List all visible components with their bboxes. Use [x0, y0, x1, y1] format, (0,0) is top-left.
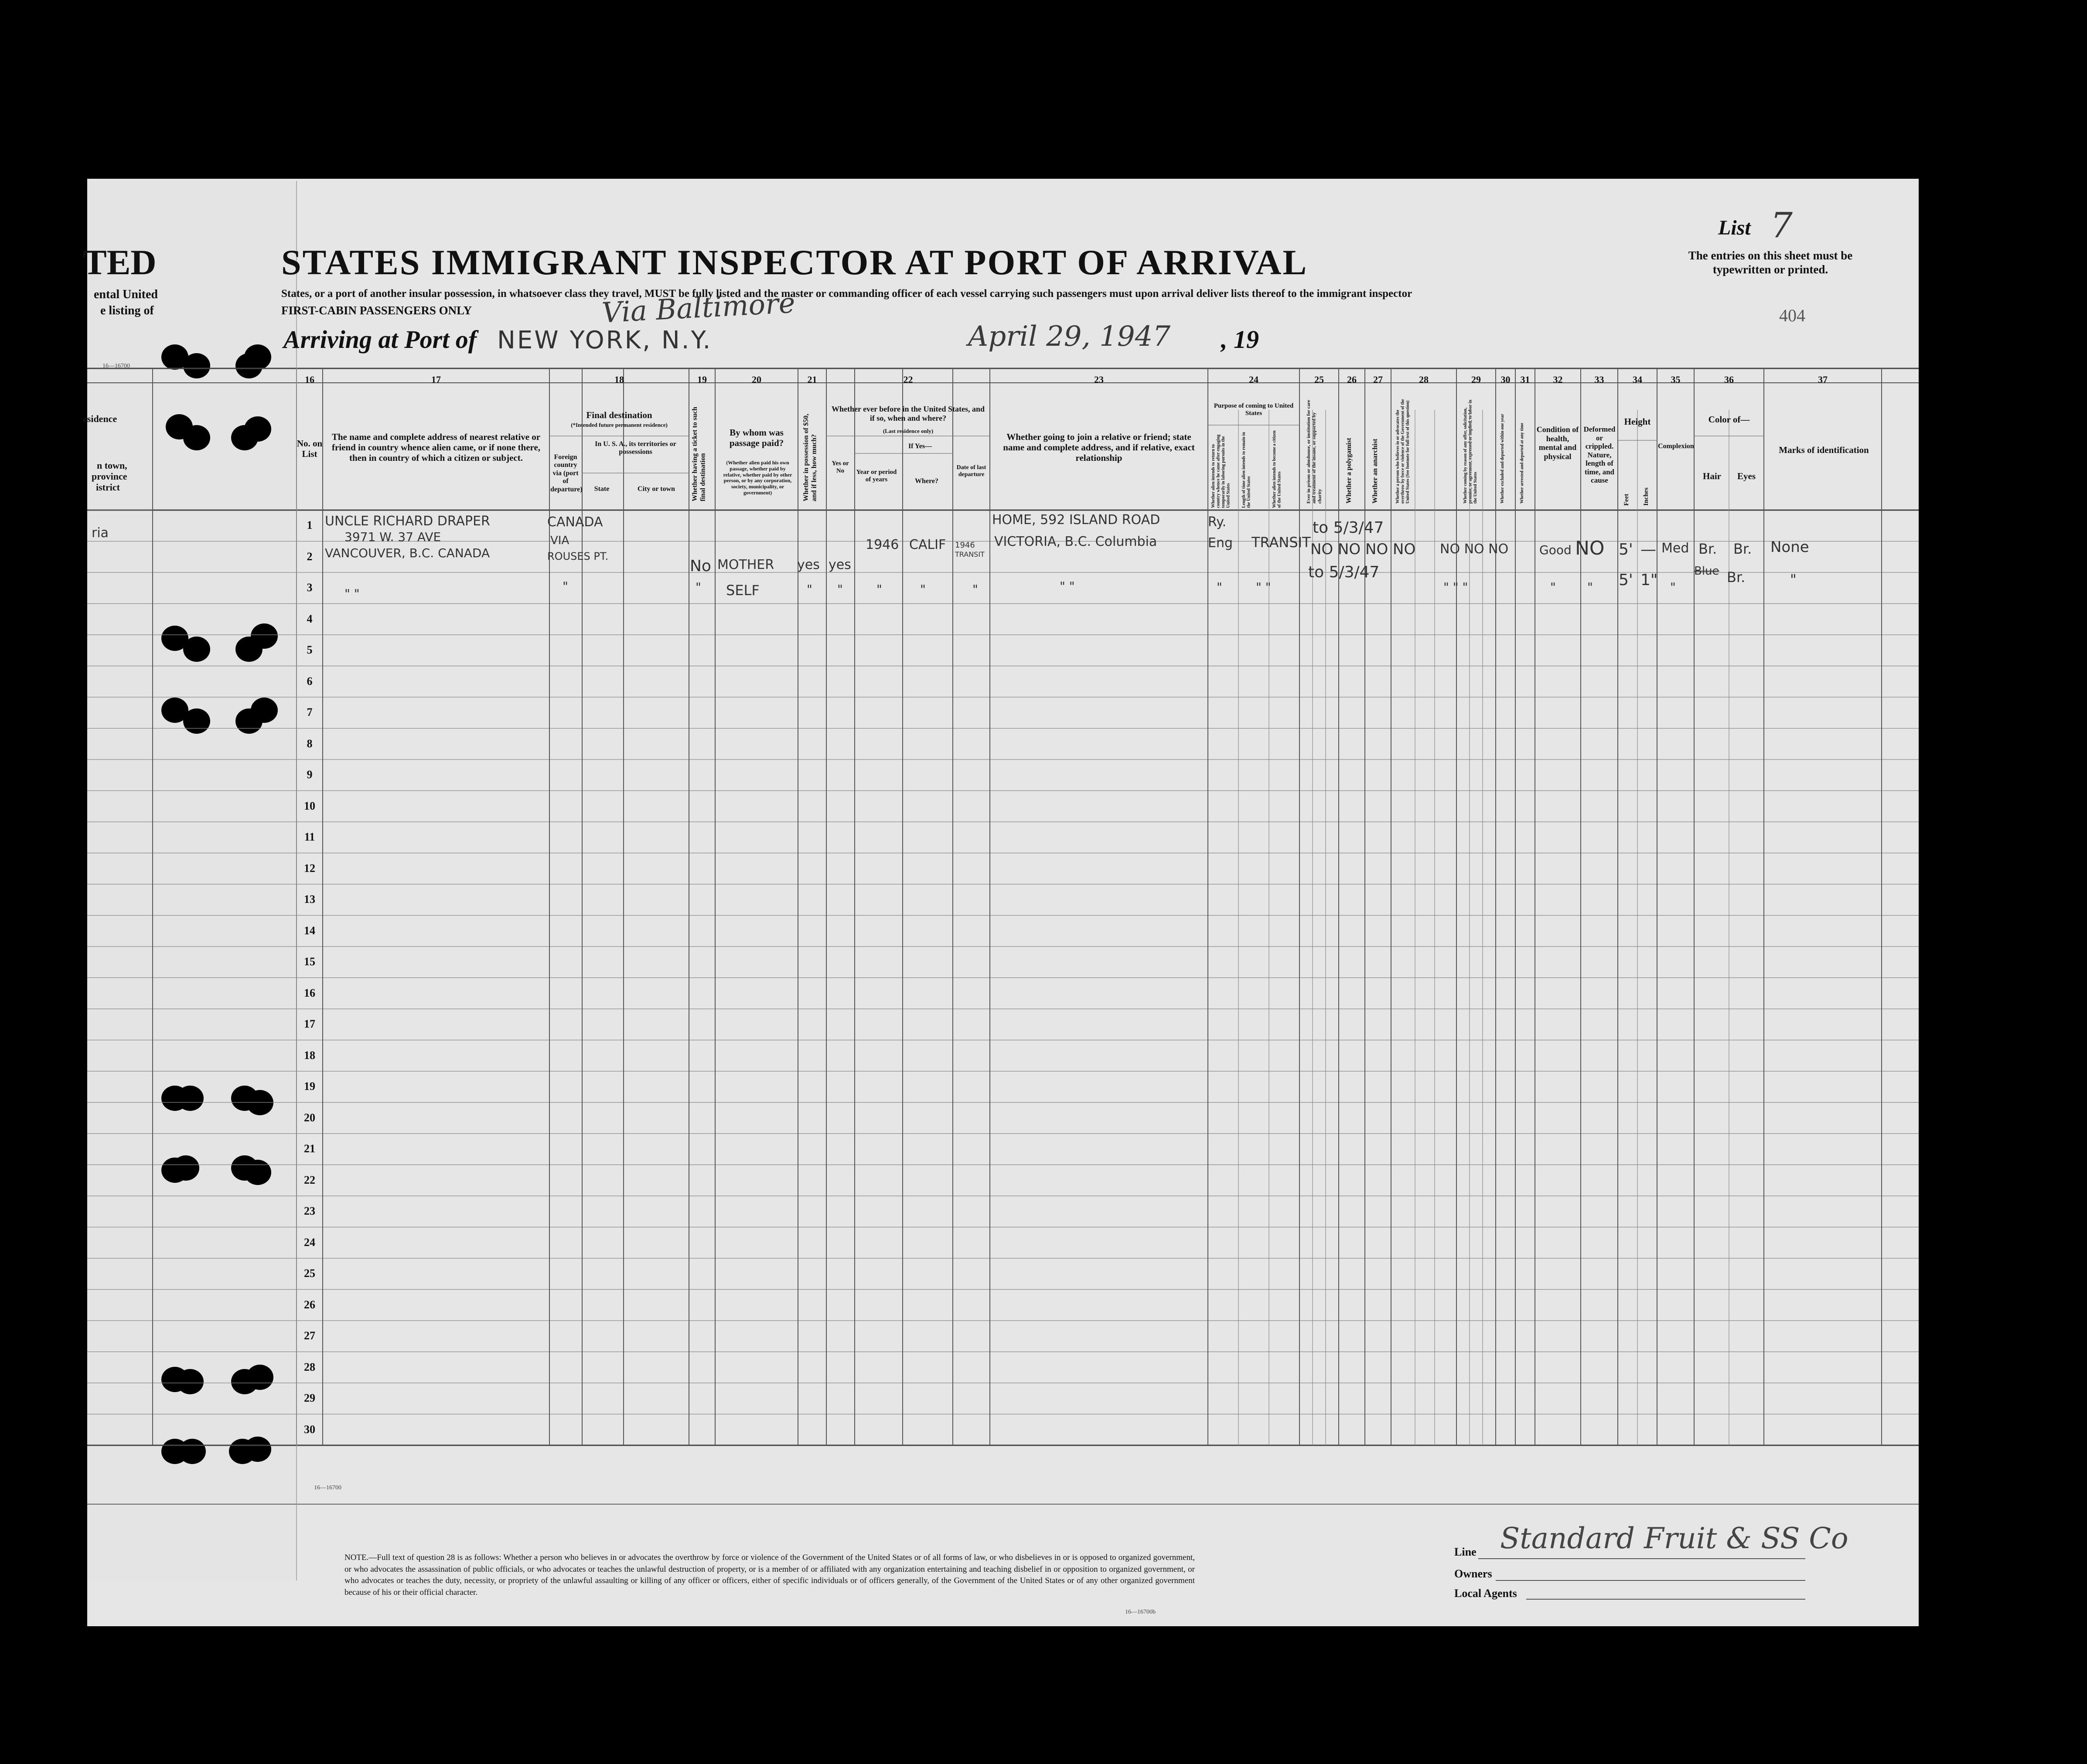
colnum-24: 24: [1249, 374, 1258, 385]
colnum-35: 35: [1671, 374, 1681, 385]
row-number: 26: [304, 1298, 315, 1311]
r1-date-line-2: TRANSIT: [955, 550, 985, 558]
r1-foreign-line-3: ROUSES PT.: [547, 550, 609, 562]
r2-eyes: Br.: [1727, 569, 1746, 586]
frag-header-1: esidence: [83, 413, 117, 424]
r2-yes-no: ": [837, 582, 843, 596]
header-passage-sub: (Whether alien paid his own passage, whether paid by relative, whether paid by other person, or by any corporation, society, municipality, or government): [723, 460, 792, 496]
r1-complexion: Med: [1661, 541, 1689, 556]
colnum-19: 19: [697, 374, 707, 385]
date-handwritten: April 29, 1947: [968, 320, 1171, 353]
footer-form-number: 16—16700: [314, 1485, 341, 1491]
left-fragment-line-2: e listing of: [100, 304, 154, 317]
frag-entry: ria: [92, 525, 109, 541]
header-city: City or town: [638, 485, 675, 493]
colnum-30: 30: [1500, 374, 1511, 385]
row-number: 4: [307, 612, 313, 625]
r2-to-date: to 5/3/47: [1308, 563, 1380, 581]
header-in-usa: In U. S. A., its territories or possessions: [595, 440, 676, 456]
colnum-34: 34: [1633, 374, 1642, 385]
r2-inches: 1": [1640, 571, 1658, 589]
row-number: 28: [304, 1360, 315, 1373]
footer-form-number-2: 16—16700b: [1125, 1609, 1156, 1615]
r2-marks: ": [1790, 571, 1797, 588]
footer-note: NOTE.—Full text of question 28 is as follows: Whether a person who believes in or advocates the overthrow by force or violence of the Government of the United States or of all forms of law, or who disbelieves in or is opposed to organized government, or who advocates the assassination of public officials, or who advocates or teaches the unlawful destruction of property, or is a member of or affiliated with any organization entertaining and teaching disbelief in or opposition to organized government, or who advocates or teaches the duty, necessity, or propriety of the unlawful assaulting or killing of any officer or officers, either of specific individuals or of officers generally, of the Government of the United States or of any other organized government because of his or their official character.: [344, 1553, 1195, 1597]
r1-yes-no: yes: [829, 557, 851, 572]
r1-return-line-2: Eng: [1208, 535, 1233, 551]
r2-return: ": [1217, 580, 1222, 594]
header-purpose-return: Whether alien intends to return to country whence he came after engaging temporarily in laboring pursuits in the United States: [1211, 434, 1231, 508]
year-suffix: , 19: [1221, 325, 1259, 354]
colnum-33: 33: [1594, 374, 1604, 385]
header-anarchist: Whether an anarchist: [1371, 439, 1379, 504]
r2-complexion: ": [1670, 580, 1676, 594]
r1-date-line-1: 1946: [955, 541, 975, 550]
arriving-label: Arriving at Port of: [283, 325, 477, 354]
line-label: Line: [1454, 1546, 1477, 1558]
row-number: 2: [307, 550, 313, 563]
colnum-29: 29: [1471, 374, 1481, 385]
r2-paid: SELF: [726, 582, 760, 599]
r1-answers-2: NO NO NO: [1440, 541, 1509, 557]
header-polygamist: Whether a polygamist: [1345, 438, 1353, 504]
colnum-21: 21: [807, 374, 817, 385]
header-arrested: Whether arrested and deported at any time: [1520, 422, 1524, 504]
colnum-31: 31: [1520, 374, 1530, 385]
r1-foreign-line-1: CANADA: [547, 514, 603, 530]
header-excluded: Whether excluded and deported within one year: [1500, 414, 1505, 504]
row-number: 8: [307, 737, 313, 750]
header-final-destination: Final destination: [586, 410, 652, 420]
r1-year: 1946: [866, 537, 899, 552]
row-number: 9: [307, 768, 313, 781]
colnum-28: 28: [1419, 374, 1429, 385]
row-number: 29: [304, 1392, 315, 1404]
r2-where: ": [920, 582, 926, 596]
header-prison: Ever in prison or almshouse, or institution for care and treatment of the insane, or supported by charity: [1306, 400, 1323, 504]
header-deformed: Deformed or crippled. Nature, length of time, and cause: [1583, 425, 1616, 485]
line-value: Standard Fruit & SS Co: [1500, 1522, 1848, 1555]
form-number: 16—16700: [102, 363, 130, 369]
r1-foreign-line-2: VIA: [550, 534, 569, 547]
header-labor: Whether coming by reason of any offer, solicitation, promise, or agreement, expressed or implied, to labor in the United States: [1463, 399, 1478, 504]
r2-join: " ": [1060, 579, 1075, 593]
header-passage: By whom was passage paid?: [729, 427, 784, 449]
r1-ticket: No: [690, 557, 711, 575]
r1-health: Good: [1539, 543, 1572, 557]
list-number: 7: [1770, 205, 1793, 245]
r1-return-line-1: Ry.: [1208, 514, 1227, 530]
colnum-36: 36: [1724, 374, 1734, 385]
header-state: State: [594, 485, 610, 493]
header-health: Condition of health, mental and physical: [1536, 425, 1579, 461]
list-note: The entries on this sheet must be typewritten or printed.: [1688, 249, 1853, 276]
header-overthrow: Whether a person who believes in or advocates the overthrow by force or violence of the Government of the United States (See footnote for full text of this question): [1395, 399, 1410, 504]
r1-deformed: NO: [1575, 537, 1605, 559]
row-number: 11: [304, 831, 315, 843]
owners-label: Owners: [1454, 1567, 1492, 1580]
colnum-25: 25: [1314, 374, 1324, 385]
row-number: 12: [304, 862, 315, 875]
header-color-of: Color of—: [1708, 414, 1750, 425]
row-number: 6: [307, 674, 313, 688]
row-number: 23: [304, 1205, 315, 1217]
header-hair: Hair: [1703, 471, 1721, 481]
header-if-yes: If Yes—: [908, 443, 932, 450]
row-number: 13: [304, 893, 315, 906]
header-before-sub: (Last residence only): [883, 428, 934, 434]
header-purpose-length: Length of time alien intends to remain in the United States: [1241, 432, 1252, 508]
row-number: 10: [304, 799, 315, 812]
frag-header-3: province: [92, 471, 127, 482]
r1-feet: 5': [1619, 541, 1633, 558]
left-fragment-line-1: ental United: [94, 288, 158, 301]
colnum-16: 16: [305, 374, 314, 385]
header-where: Where?: [915, 477, 938, 485]
header-height: Height: [1624, 416, 1651, 427]
r1-to-date: to 5/3/47: [1313, 519, 1384, 537]
r1-relative-line-2: 3971 W. 37 AVE: [344, 530, 441, 544]
r2-date: ": [972, 582, 978, 596]
row-number: 5: [307, 644, 313, 656]
subtitle-line: States, or a port of another insular possession, in whatsoever class they travel, MUST be fully listed and the master or commanding officer of each vessel carrying such passengers must upon arrival deliver lists thereof to the immigrant inspector: [281, 288, 1412, 300]
header-no-on-list: No. on List: [297, 438, 323, 460]
r1-hair: Br.: [1698, 541, 1717, 557]
row-number: 1: [307, 519, 313, 531]
port-handwritten: NEW YORK, N.Y.: [497, 326, 713, 354]
row-number: 24: [304, 1236, 315, 1249]
r1-marks: None: [1770, 538, 1809, 556]
r2-deformed: ": [1587, 580, 1593, 594]
header-year: Year or period of years: [856, 469, 897, 484]
r2-hair: Blue: [1694, 565, 1719, 578]
header-eyes: Eyes: [1737, 471, 1756, 481]
header-final-destination-sub: (*Intended future permanent residence): [571, 422, 668, 428]
colnum-22: 22: [903, 374, 913, 385]
frag-header-2: n town,: [97, 460, 127, 471]
header-inches: Inches: [1643, 487, 1650, 506]
r2-health: ": [1550, 580, 1556, 594]
header-before: Whether ever before in the United States, and if so, when and where?: [832, 405, 985, 422]
header-purpose: Purpose of coming to United States: [1214, 402, 1294, 417]
row-number: 7: [307, 706, 313, 719]
header-foreign-country: Foreign country via (port of departure): [550, 453, 583, 493]
page-title: STATES IMMIGRANT INSPECTOR AT PORT OF ARRIVAL: [281, 242, 1308, 282]
header-marks: Marks of identification: [1779, 445, 1869, 455]
row-number: 15: [304, 955, 315, 968]
r1-eyes: Br.: [1733, 541, 1752, 557]
r1-money: yes: [797, 557, 820, 572]
header-relative: The name and complete address of nearest relative or friend in country whence alien came, or if none there, then in country of which a citizen or subject.: [331, 432, 541, 463]
colnum-32: 32: [1553, 374, 1563, 385]
row-number: 20: [304, 1111, 315, 1124]
r2-foreign: ": [563, 579, 568, 593]
r2-money: ": [807, 582, 812, 596]
row-number: 19: [304, 1080, 315, 1093]
row-number: 21: [304, 1142, 315, 1155]
r2-year: ": [876, 582, 882, 596]
r1-paid: MOTHER: [717, 557, 774, 572]
row-number: 17: [304, 1018, 315, 1030]
r2-answers: " " ": [1443, 580, 1468, 594]
r1-join-line-1: HOME, 592 ISLAND ROAD: [992, 512, 1160, 528]
header-ticket: Whether having a ticket to such final destination: [691, 406, 707, 501]
colnum-18: 18: [614, 374, 624, 385]
r1-join-line-2: VICTORIA, B.C. Columbia: [994, 534, 1157, 549]
row-number: 27: [304, 1329, 315, 1342]
colnum-37: 37: [1818, 374, 1828, 385]
colnum-23: 23: [1094, 374, 1104, 385]
r2-feet: 5': [1619, 571, 1633, 589]
row-number: 3: [307, 581, 313, 594]
local-agents-label: Local Agents: [1454, 1587, 1517, 1600]
r1-relative-line-1: UNCLE RICHARD DRAPER: [325, 514, 490, 529]
header-feet: Feet: [1623, 494, 1630, 506]
page-stamp: 404: [1779, 306, 1805, 325]
list-label: List: [1718, 216, 1751, 239]
header-last-departure: Date of last departure: [956, 464, 986, 478]
colnum-20: 20: [752, 374, 761, 385]
frag-header-4: istrict: [96, 482, 120, 493]
r1-answers: NO NO NO NO: [1310, 541, 1416, 558]
row-number: 22: [304, 1173, 315, 1186]
left-fragment-title: TED: [83, 242, 157, 282]
colnum-26: 26: [1347, 374, 1357, 385]
header-join-relative: Whether going to join a relative or friend; state name and complete address, and if relative, exact relationship: [1003, 432, 1195, 463]
row-number: 16: [304, 986, 315, 999]
row-number: 30: [304, 1423, 315, 1436]
r1-inches: —: [1640, 541, 1656, 558]
row-number: 14: [304, 924, 315, 937]
r2-relative: " ": [344, 586, 360, 601]
row-number: 18: [304, 1049, 315, 1062]
via-handwritten: Via Baltimore: [601, 287, 796, 330]
colnum-17: 17: [431, 374, 441, 385]
header-complexion: Complexion: [1658, 443, 1694, 450]
r1-relative-line-3: VANCOUVER, B.C. CANADA: [325, 546, 490, 560]
r1-purpose: TRANSIT: [1252, 534, 1311, 551]
cabin-line: FIRST-CABIN PASSENGERS ONLY: [281, 304, 472, 317]
r1-where: CALIF: [909, 537, 946, 552]
colnum-27: 27: [1373, 374, 1383, 385]
header-purpose-citizen: Whether alien intends to become a citizen of the United States: [1272, 430, 1282, 508]
header-money: Whether in possession of $50, and if less, how much?: [802, 413, 818, 501]
r2-ticket: ": [696, 580, 701, 594]
header-yes-no: Yes or No: [832, 460, 849, 475]
row-number: 25: [304, 1267, 315, 1280]
r2-purpose: " ": [1256, 580, 1271, 594]
